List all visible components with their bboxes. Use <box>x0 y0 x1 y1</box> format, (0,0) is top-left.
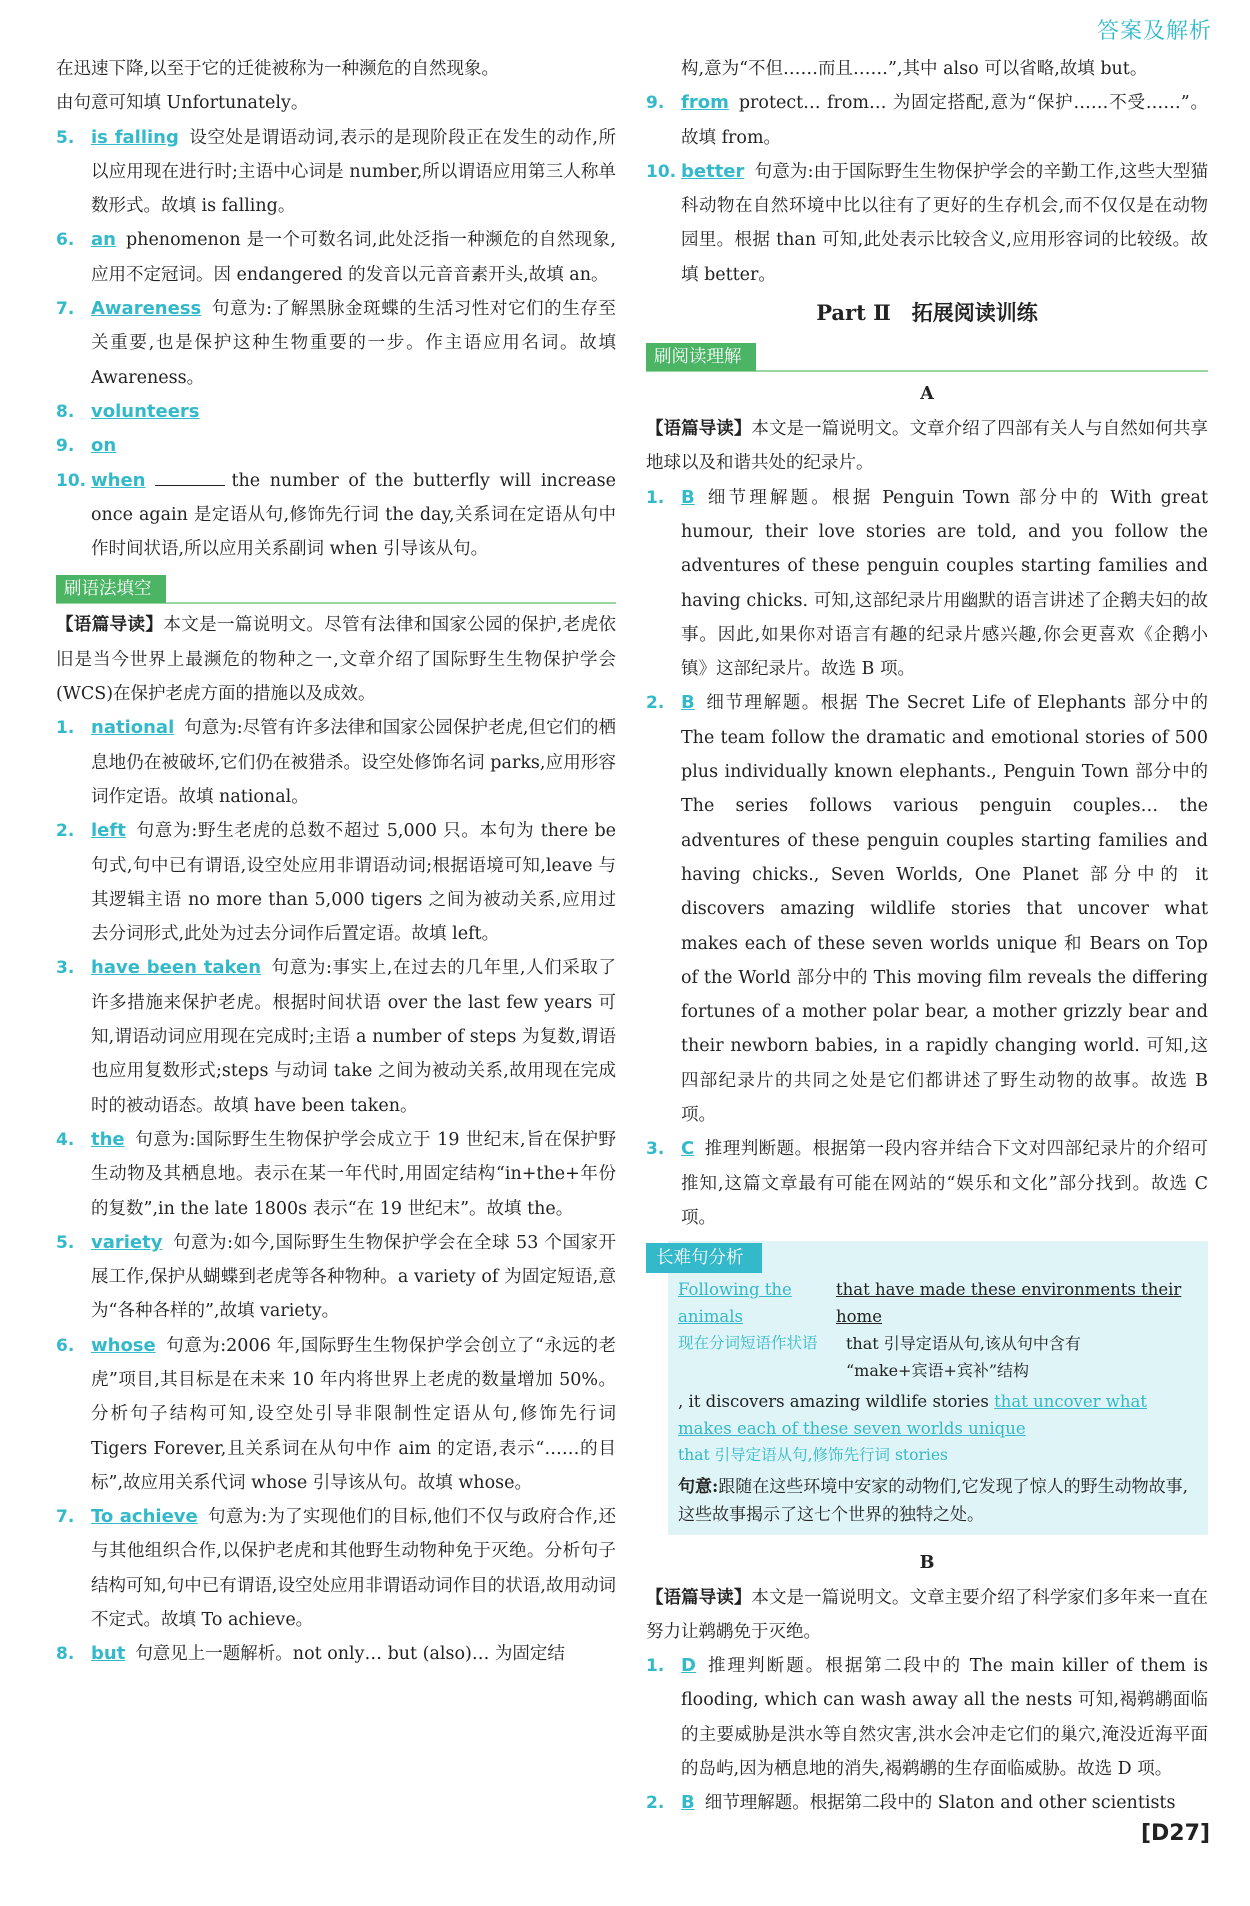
analysis-seg-2 <box>836 1276 1196 1384</box>
answer-key: B <box>681 1792 695 1814</box>
answer-item-5 <box>56 121 616 224</box>
answer-item-10 <box>56 464 616 567</box>
explanation: 句意见上一题解析。not only… but (also)… 为固定结 <box>135 1644 565 1665</box>
guide-text: 本文是一篇说明文。尽管有法律和国家公园的保护,老虎依旧是当今世界上最濒危的物种之一,文章介绍了国际野生生物保护学会(WCS)在保护老虎方面的措施以及成效。 <box>56 615 617 705</box>
continuation-line: 构,意为“不但……而且……”,其中 also 可以省略,故填 but。 <box>681 59 1148 79</box>
item-number: 1. <box>646 487 665 508</box>
passage-guide-b <box>646 1581 1208 1650</box>
translation-tag: 句意: <box>678 1476 719 1497</box>
item-number: 2. <box>646 1793 665 1814</box>
answer-key: left <box>91 820 126 842</box>
reading-a-item-3 <box>646 1132 1208 1235</box>
page-number: [D27] <box>1140 1821 1210 1846</box>
guide-tag: 【语篇导读】 <box>646 419 752 440</box>
answer-key: the <box>91 1128 125 1150</box>
item-number: 9. <box>646 93 665 114</box>
answer-key: when <box>91 469 146 491</box>
explanation: 细节理解题。根据第二段中的 Slaton and other scientists <box>704 1793 1176 1814</box>
item-number: 9. <box>56 436 75 457</box>
translation <box>678 1473 1196 1529</box>
page-number-text: D27 <box>1151 1821 1200 1846</box>
item-number: 7. <box>56 1507 75 1528</box>
answer-key: B <box>681 692 695 714</box>
phrase-following: Following the animals <box>678 1279 792 1326</box>
item-number: 3. <box>646 1139 665 1160</box>
analysis-seg-1 <box>678 1276 826 1384</box>
note-clause-1: that 引导定语从句,该从句中含有 <box>846 1333 1081 1353</box>
answer-key: but <box>91 1643 126 1665</box>
item-number: 6. <box>56 1335 75 1356</box>
explanation: 句意为:由于国际野生生物保护学会的辛勤工作,这些大型猫科动物在自然环境中比以往有了更好的生存机会,而不仅仅是在动物园里。根据 than 可知,此处表示比较含义,应用形容词的比较级。故填 better。 <box>681 161 1208 285</box>
explanation: 细节理解题。根据 Penguin Town 部分中的 With great humour, their love stories are told, and you follow the adventures of these penguin couples starting families and having chicks. 可知,这部纪录片用幽默的语言讲述了企鹅夫妇的故事。因此,如果你对语言有趣的纪录片感兴趣,你会更喜欢《企鹅小镇》这部纪录片。故选 B 项。 <box>681 487 1208 680</box>
explanation: 句意为:尽管有许多法律和国家公园保护老虎,但它们的栖息地仍在被破坏,它们仍在被猎杀。设空处修饰名词 parks,应用形容词作定语。故填 national。 <box>91 718 616 807</box>
answer-key: national <box>91 717 175 739</box>
item-number: 2. <box>646 693 665 714</box>
explanation: 细节理解题。根据 The Secret Life of Elephants 部分中的 The team follow the dramatic and emotional stories of 500 plus individually known elephants., Penguin Town 部分中的 The series follows various penguin couples… the adventures of these penguin couples starting families and having chicks., Seven Worlds, One Planet 部分中的 it discovers amazing wildlife stories that uncover what makes each of these seven worlds unique 和 Bears on Top of the World 部分中的 This moving film reveals the differing fortunes of a mother polar bear, a mother grizzly bear and their newborn babies, in a rapidly changing world. 可知,这四部纪录片的共同之处是它们都讲述了野生动物的故事。故选 B 项。 <box>681 693 1208 1126</box>
explanation: protect… from… 为固定搭配,意为“保护……不受……”。故填 from。 <box>681 93 1208 148</box>
guide-text: 本文是一篇说明文。文章介绍了四部有关人与自然如何共享地球以及和谐共处的纪录片。 <box>646 419 1209 474</box>
grammar-item-3 <box>56 951 616 1122</box>
analysis-title: 长难句分析 <box>646 1243 762 1273</box>
intro-line-1: 在迅速下降,以至于它的迁徙被称为一种濒危的自然现象。 <box>56 59 500 79</box>
grammar-item-1 <box>56 711 616 814</box>
note-participle: 现在分词短语作状语 <box>678 1333 818 1352</box>
grammar-item-10 <box>646 155 1208 292</box>
right-column <box>646 52 1208 1821</box>
phrase-that-have-made: that have made these environments their home <box>836 1279 1182 1326</box>
answer-item-6 <box>56 223 616 292</box>
answer-key: To achieve <box>91 1506 198 1528</box>
explanation: the number of the butterfly will increase once again 是定语从句,修饰先行词 the day,关系词在定语从句中作时间状语,所以应用关系副词 when 引导该从句。 <box>91 470 616 560</box>
explanation: 句意为:国际野生生物保护学会成立于 19 世纪末,旨在保护野生动物及其栖息地。表示在某一年代时,用固定结构“in+the+年份的复数”,in the late 1800s 表示“在 19 世纪末”。故填 the。 <box>91 1129 616 1219</box>
section-header-reading <box>646 340 1208 372</box>
grammar-item-8 <box>56 1637 616 1671</box>
explanation: 推理判断题。根据第二段中的 The main killer of them is flooding, which can wash away all the nests 可知,褐鹈鹕面临的主要威胁是洪水等自然灾害,洪水会冲走它们的巢穴,淹没近海平面的岛屿,因为栖息地的消失,褐鹈鹕的生存面临威胁。故选 D 项。 <box>681 1656 1208 1779</box>
explanation: 句意为:事实上,在过去的几年里,人们采取了许多措施来保护老虎。根据时间状语 over the last few years 可知,谓语动词应用现在完成时;主语 a number of steps 为复数,谓语也应用复数形式;steps 与动词 take 之间为被动关系,故用现在完成时的被动语态。故填 have been taken。 <box>91 958 616 1116</box>
answer-key: on <box>91 435 117 457</box>
answer-key: is falling <box>91 126 179 148</box>
analysis-row-2 <box>678 1388 1196 1442</box>
grammar-item-7 <box>56 1500 616 1637</box>
intro-line-2: 由句意可知填 Unfortunately。 <box>56 93 309 114</box>
item-number: 4. <box>56 1129 75 1150</box>
answer-key: D <box>681 1655 696 1677</box>
answer-key: from <box>681 92 729 114</box>
blank-line <box>155 467 225 486</box>
guide-text: 本文是一篇说明文。文章主要介绍了科学家们多年来一直在努力让鹈鹕免于灭绝。 <box>646 1587 1209 1642</box>
explanation: 句意为:如今,国际野生生物保护学会在全球 53 个国家开展工作,保护从蝴蝶到老虎等各种物种。a variety of 为固定短语,意为“各种各样的”,故填 variety。 <box>91 1232 616 1322</box>
phrase-that-uncover: that uncover what makes each of these seven worlds unique <box>678 1391 1147 1438</box>
grammar-item-2 <box>56 814 616 951</box>
answer-key: better <box>681 160 745 182</box>
grammar-item-9 <box>646 86 1208 155</box>
analysis-row-1 <box>678 1276 1196 1384</box>
translation-text: 跟随在这些环境中安家的动物们,它发现了惊人的野生动物故事,这些故事揭示了这七个世界的独特之处。 <box>678 1476 1189 1525</box>
passage-guide-a <box>646 412 1208 481</box>
left-column <box>56 52 616 1672</box>
sentence-analysis-box <box>656 1241 1208 1534</box>
explanation: 句意为:为了实现他们的目标,他们不仅与政府合作,还与其他组织合作,以保护老虎和其他野生动物种免于灭绝。分析句子结构可知,句中已有谓语,设空处应用非谓语动词作目的状语,故用动词不定式。故填 To achieve。 <box>91 1507 616 1631</box>
passage-guide <box>56 608 616 711</box>
grammar-item-6 <box>56 1329 616 1500</box>
answer-key: an <box>91 229 116 251</box>
passage-letter-b: B <box>919 1552 935 1573</box>
item-number: 7. <box>56 299 75 320</box>
item-number: 10. <box>646 161 677 182</box>
answer-item-7 <box>56 292 616 395</box>
answer-item-9 <box>56 429 616 463</box>
item-number: 1. <box>646 1656 665 1677</box>
item-number: 6. <box>56 230 75 251</box>
answer-item-8 <box>56 395 616 429</box>
answer-key: have been taken <box>91 957 262 979</box>
guide-tag: 【语篇导读】 <box>56 615 164 636</box>
answer-key: volunteers <box>91 400 200 422</box>
note-relative-clause: that 引导定语从句,修饰先行词 stories <box>678 1445 948 1464</box>
reading-a-item-2 <box>646 686 1208 1132</box>
explanation: 句意为:了解黑脉金斑蝶的生活习性对它们的生存至关重要,也是保护这种生物重要的一步。作主语应用名词。故填 Awareness。 <box>91 299 616 388</box>
reading-b-item-2 <box>646 1786 1208 1820</box>
passage-letter-a: A <box>920 384 934 405</box>
item-number: 2. <box>56 821 75 842</box>
item-number: 8. <box>56 1644 75 1665</box>
item-number: 5. <box>56 1232 75 1253</box>
item-number: 10. <box>56 470 87 491</box>
grammar-item-5 <box>56 1226 616 1329</box>
answer-key: Awareness <box>91 298 202 320</box>
item-number: 8. <box>56 401 75 422</box>
phrase-main-clause: , it discovers amazing wildlife stories <box>678 1391 989 1411</box>
grammar-item-4 <box>56 1123 616 1226</box>
section-header-grammar <box>56 572 616 604</box>
item-number: 3. <box>56 958 75 979</box>
answer-key: B <box>681 486 695 508</box>
explanation: 推理判断题。根据第一段内容并结合下文对四部纪录片的介绍可推知,这篇文章最有可能在网站的“娱乐和文化”部分找到。故选 C 项。 <box>681 1139 1208 1228</box>
explanation: 设空处是谓语动词,表示的是现阶段正在发生的动作,所以应用现在进行时;主语中心词是 number,所以谓语应用第三人称单数形式。故填 is falling。 <box>91 127 617 217</box>
explanation: phenomenon 是一个可数名词,此处泛指一种濒危的自然现象,应用不定冠词。因 endangered 的发音以元音音素开头,故填 an。 <box>91 230 616 285</box>
reading-b-item-1 <box>646 1649 1208 1786</box>
guide-tag: 【语篇导读】 <box>646 1587 752 1608</box>
explanation: 句意为:2006 年,国际野生生物保护学会创立了“永远的老虎”项目,其目标是在未来 10 年内将世界上老虎的数量增加 50%。分析句子结构可知,设空处引导非限制性定语从句,修饰先行词 Tigers Forever,且关系词在从句中作 aim 的定语,表示“……的目标”,故应用关系代词 whose 引导该从句。故填 whose。 <box>91 1335 616 1493</box>
page-header-title: 答案及解析 <box>1096 19 1212 44</box>
answer-key: C <box>681 1138 695 1160</box>
answer-key: whose <box>91 1334 156 1356</box>
explanation: 句意为:野生老虎的总数不超过 5,000 只。本句为 there be 句式,句中已有谓语,设空处应用非谓语动词;根据语境可知,leave 与其逻辑主语 no more than 5,000 tigers 之间为被动关系,应用过去分词形式,此处为过去分词作后置定语。故填 left。 <box>91 821 616 945</box>
answer-key: variety <box>91 1231 163 1253</box>
section-title: 刷阅读理解 <box>646 343 756 371</box>
note-clause-2: “make+宾语+宾补”结构 <box>846 1360 1030 1380</box>
reading-a-item-1 <box>646 481 1208 687</box>
item-number: 1. <box>56 718 75 739</box>
section-title: 刷语法填空 <box>56 575 166 603</box>
item-number: 5. <box>56 127 75 148</box>
part-title: Part Ⅱ 拓展阅读训练 <box>816 300 1038 326</box>
